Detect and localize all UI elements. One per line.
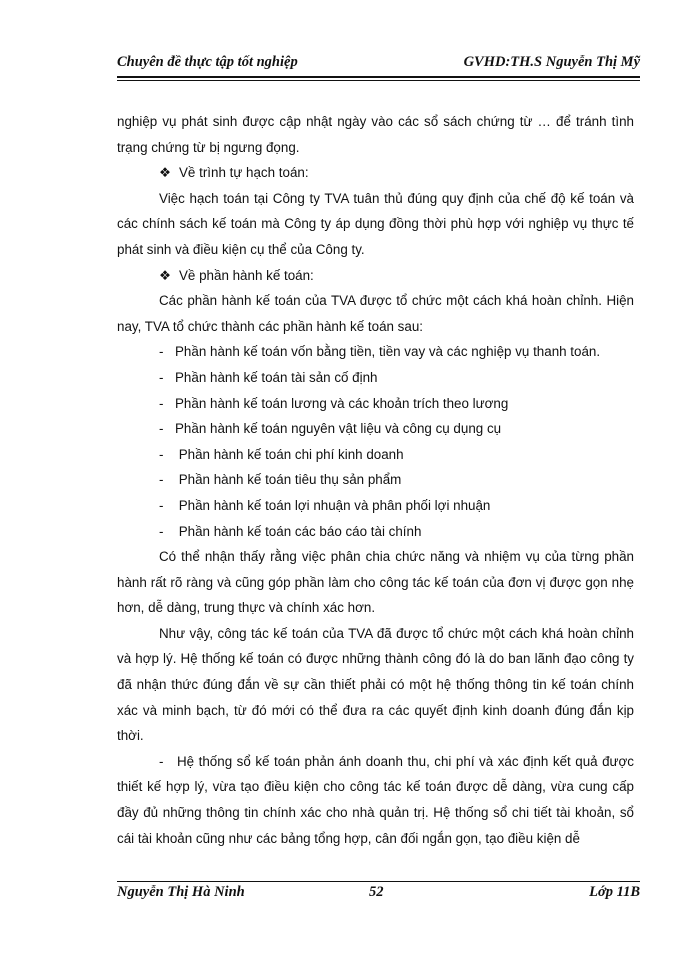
list-item bbox=[117, 416, 634, 442]
bullet-heading-procedure bbox=[117, 160, 634, 186]
dash-marker: - bbox=[159, 344, 164, 360]
paragraph-continuation: nghiệp vụ phát sinh được cập nhật ngày vào các sổ sách chứng từ … để tránh tình trạng chứng từ bị ngưng đọng. bbox=[117, 114, 634, 155]
diamond-bullet-icon: ❖ bbox=[159, 165, 172, 181]
list-item bbox=[117, 339, 634, 365]
dash-marker: - bbox=[159, 446, 164, 462]
diamond-bullet-icon: ❖ bbox=[159, 267, 172, 283]
dash-marker: - bbox=[159, 753, 164, 769]
list-item bbox=[117, 519, 634, 545]
dash-marker: - bbox=[159, 421, 164, 437]
header-rule-thin bbox=[117, 80, 640, 81]
list-item-text: Phần hành kế toán vốn bằng tiền, tiền vay và các nghiệp vụ thanh toán. bbox=[175, 344, 601, 360]
footer-class: Lớp 11B bbox=[589, 884, 640, 900]
bullet-heading-text: Về trình tự hạch toán: bbox=[179, 165, 309, 181]
list-item-text: Phần hành kế toán tài sản cố định bbox=[175, 369, 378, 385]
paragraph-procedure: Việc hạch toán tại Công ty TVA tuân thủ đúng quy định của chế độ kế toán và các chính sách kế toán mà Công ty áp dụng đồng thời phù hợp với nghiệp vụ thực tế phát sinh và điều kiện cụ thể của Công ty. bbox=[117, 190, 634, 257]
page-footer bbox=[117, 884, 640, 908]
list-item bbox=[117, 493, 634, 519]
paragraph-ledger-system bbox=[117, 749, 634, 851]
list-item bbox=[117, 442, 634, 468]
list-item-text: Phần hành kế toán lương và các khoản trích theo lương bbox=[175, 395, 509, 411]
paragraph-text: Hệ thống sổ kế toán phản ánh doanh thu, chi phí và xác định kết quả được thiết kế hợp lý, vừa tạo điều kiện cho công tác kế toán được dễ dàng, vừa cung cấp đầy đủ những thông tin chính xác cho nhà quản trị. Hệ thống sổ chi tiết tài khoản, sổ cái tài khoản cũng như các bảng tổng hợp, cân đối ngắn gọn, tạo điều kiện dễ bbox=[117, 753, 634, 846]
page-body bbox=[117, 109, 634, 851]
list-item bbox=[117, 467, 634, 493]
accounting-sections-list bbox=[117, 339, 634, 544]
paragraph-sections-intro: Các phần hành kế toán của TVA được tổ chức một cách khá hoàn chỉnh. Hiện nay, TVA tổ chức thành các phần hành kế toán sau: bbox=[117, 293, 634, 334]
list-item bbox=[117, 365, 634, 391]
list-item-text: Phần hành kế toán các báo cáo tài chính bbox=[175, 523, 422, 539]
list-item-text: Phần hành kế toán nguyên vật liệu và công cụ dụng cụ bbox=[175, 421, 502, 437]
list-item-text: Phần hành kế toán tiêu thụ sản phẩm bbox=[175, 472, 402, 488]
bullet-heading-sections bbox=[117, 263, 634, 289]
footer-rule bbox=[117, 881, 640, 882]
page-number: 52 bbox=[369, 884, 384, 900]
dash-marker: - bbox=[159, 472, 164, 488]
paragraph-conclusion: Như vậy, công tác kế toán của TVA đã được tổ chức một cách khá hoàn chỉnh và hợp lý. Hệ thống kế toán có được những thành công đó là do ban lãnh đạo công ty đã nhận thức đúng đắn về sự cần thiết phải có một hệ thống thông tin kế toán chính xác và minh bạch, từ đó mới có thể đưa ra các quyết định kinh doanh đúng đắn kịp thời. bbox=[117, 625, 634, 744]
list-item-text: Phần hành kế toán chi phí kinh doanh bbox=[175, 446, 404, 462]
page-header bbox=[117, 52, 640, 76]
bullet-heading-text: Về phần hành kế toán: bbox=[179, 267, 314, 283]
list-item bbox=[117, 391, 634, 417]
list-item-text: Phần hành kế toán lợi nhuận và phân phối lợi nhuận bbox=[175, 497, 491, 513]
header-title: Chuyên đề thực tập tốt nghiệp bbox=[117, 54, 298, 70]
header-supervisor: GVHD:TH.S Nguyễn Thị Mỹ bbox=[463, 54, 640, 70]
paragraph-observation: Có thể nhận thấy rằng việc phân chia chức năng và nhiệm vụ của từng phần hành rất rõ ràng và cũng góp phần làm cho công tác kế toán của đơn vị được gọn nhẹ hơn, dễ dàng, trung thực và chính xác hơn. bbox=[117, 549, 634, 616]
dash-marker: - bbox=[159, 395, 164, 411]
footer-author: Nguyễn Thị Hà Ninh bbox=[117, 884, 245, 900]
dash-marker: - bbox=[159, 523, 164, 539]
dash-marker: - bbox=[159, 497, 164, 513]
dash-marker: - bbox=[159, 369, 164, 385]
header-rule-thick bbox=[117, 76, 640, 78]
